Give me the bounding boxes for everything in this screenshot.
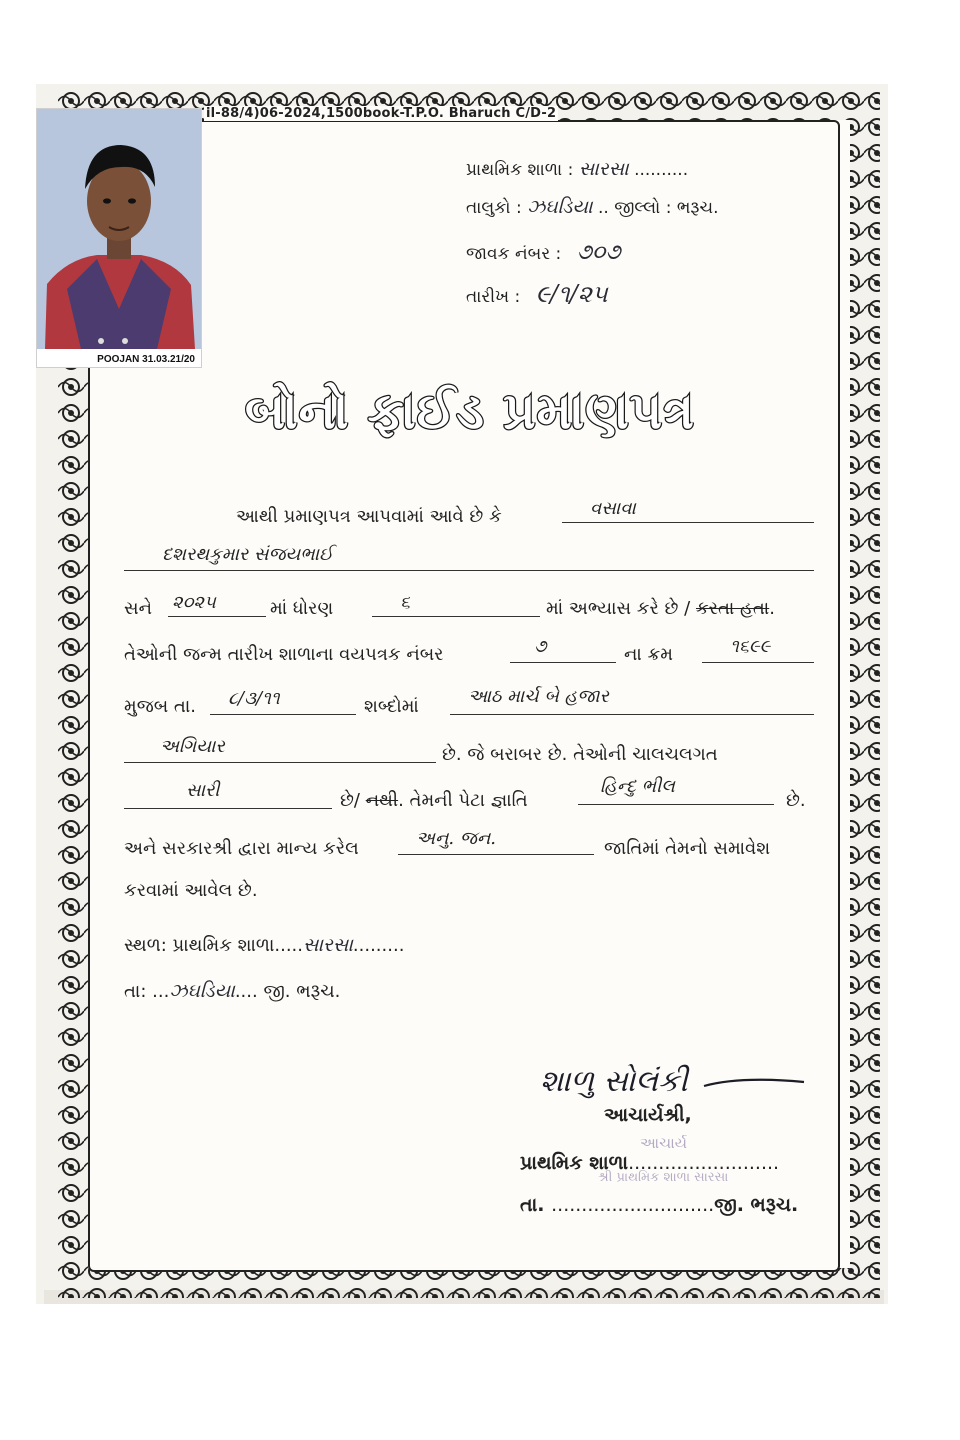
outward-field	[466, 240, 620, 265]
period: .	[769, 598, 775, 619]
kram-label: ના ક્રમ	[624, 644, 673, 665]
school-field	[466, 158, 688, 180]
govt-label: અને સરકારશ્રી દ્વારા માન્ય કરેલ	[124, 838, 359, 859]
student-photo	[36, 108, 202, 368]
std-line	[372, 616, 540, 617]
stamp-line1: આચાર્ય	[640, 1134, 688, 1152]
year-line	[168, 616, 266, 617]
dob-words2-line	[124, 762, 436, 763]
footer-ta-dots: ...........................	[551, 1194, 715, 1216]
per-date-label: મુજબ તા.	[124, 696, 196, 717]
print-code: il-88/4)06-2024,1500book-T.P.O. Bharuch C/D-2	[206, 106, 557, 121]
study-label: માં અભ્યાસ કરે છે /	[546, 598, 691, 619]
ta-dots: ...	[152, 981, 170, 1002]
conduct-status-a: છે/	[340, 790, 360, 811]
conduct-line	[124, 808, 332, 809]
last-line: કરવામાં આવેલ છે.	[124, 880, 258, 901]
footer-school-field	[520, 1152, 779, 1174]
footer-ji-label: જી. ભરૂચ.	[714, 1194, 799, 1216]
stamp-line2: શ્રી પ્રાથમિક શાળા સારસા	[598, 1170, 729, 1185]
ji-label: જી. ભરૂચ.	[263, 981, 341, 1002]
dob-words-2: અગિયાર	[160, 736, 225, 757]
date-label: તારીખ :	[466, 287, 521, 307]
conduct-value: સારી	[186, 780, 220, 801]
ta-value: ઝઘડિયા	[169, 980, 235, 1002]
footer-ta-label: તા.	[520, 1194, 545, 1216]
student-photo-image	[37, 109, 201, 367]
taluka-label: તાલુકો :	[466, 198, 522, 218]
date-value: ૯/૧/૨૫	[535, 280, 608, 308]
category-line	[398, 854, 594, 855]
school-label: પ્રાથમિક શાળા :	[466, 160, 574, 180]
place-dots: .....	[274, 935, 303, 956]
footer-ta-field	[520, 1194, 798, 1216]
place-field	[124, 934, 404, 956]
surname-line	[562, 522, 814, 523]
words-label: શબ્દોમાં	[364, 696, 419, 717]
study-text	[546, 598, 775, 619]
certificate-title: બોનો ફાઈડ પ્રમાણપત્ર	[244, 382, 695, 440]
ta-field	[124, 980, 340, 1002]
caste-line	[578, 804, 774, 805]
std-value: ૬	[400, 592, 411, 613]
conduct-status-b: નથી	[365, 790, 399, 811]
dob-words-1: આઠ માર્ચ બે હજાર	[468, 686, 609, 707]
principal-signature: શાળુ સોલંકી	[540, 1064, 688, 1099]
conduct-label: છે. જે બરાબર છે. તેઓની ચાલચલગત	[442, 744, 718, 765]
full-name-line	[124, 570, 814, 571]
date-field	[466, 280, 608, 308]
register-value: ૭	[534, 636, 547, 657]
dob-value: ૮/૩/૧૧	[228, 688, 280, 709]
dob-line	[210, 714, 356, 715]
kram-line	[702, 662, 814, 663]
jati-label: જાતિમાં તેમનો સમાવેશ	[604, 838, 771, 859]
struck-text: કરતા હતા	[695, 598, 770, 619]
taluka-value: ઝઘડિયા	[527, 196, 593, 218]
caste-label: . તેમની પેટા જ્ઞાતિ	[398, 790, 528, 811]
year-value: ૨૦૨૫	[172, 592, 216, 613]
school-value: સારસા	[578, 158, 629, 180]
photo-caption: POOJAN 31.03.21/20	[97, 354, 195, 365]
year-label: સને	[124, 598, 152, 619]
school-dots: ..........	[634, 160, 689, 180]
taluka-field	[466, 196, 718, 218]
category-value: અનુ. જન.	[416, 828, 497, 849]
birth-label: તેઓની જન્મ તારીખ શાળાના વયપત્રક નંબર	[124, 644, 444, 665]
place-value: સારસા	[303, 934, 353, 956]
conduct-status	[340, 790, 528, 811]
signature-flourish	[700, 1066, 810, 1096]
caste-value: હિન્દુ ભીલ	[600, 776, 675, 797]
surname-value: વસાવા	[590, 498, 636, 519]
district-label: જીલ્લો : ભરૂચ.	[614, 198, 719, 218]
register-line	[510, 662, 616, 663]
body-line1: આથી પ્રમાણપત્ર આપવામાં આવે છે કે	[236, 506, 502, 527]
outward-label: જાવક નંબર :	[466, 244, 562, 264]
std-label: માં ધોરણ	[270, 598, 334, 619]
taluka-dots: ..	[597, 198, 609, 218]
outward-value: ૭૦૭	[576, 240, 621, 265]
footer-school-label: પ્રાથમિક શાળા	[520, 1152, 629, 1174]
place-dots-end: .........	[352, 935, 405, 956]
full-name-value: દશરથકુમાર સંજયભાઈ	[162, 544, 333, 565]
ta-dots-end: ....	[234, 981, 258, 1002]
ta-label: તા:	[124, 981, 147, 1002]
footer-school-dots: .........................	[628, 1152, 780, 1174]
place-label: સ્થળ: પ્રાથમિક શાળા	[124, 935, 275, 956]
principal-title: આચાર્યશ્રી,	[604, 1104, 692, 1126]
caste-end: છે.	[786, 790, 806, 811]
dob-words-line	[450, 714, 814, 715]
kram-value: ૧૬૯૯	[730, 636, 771, 657]
